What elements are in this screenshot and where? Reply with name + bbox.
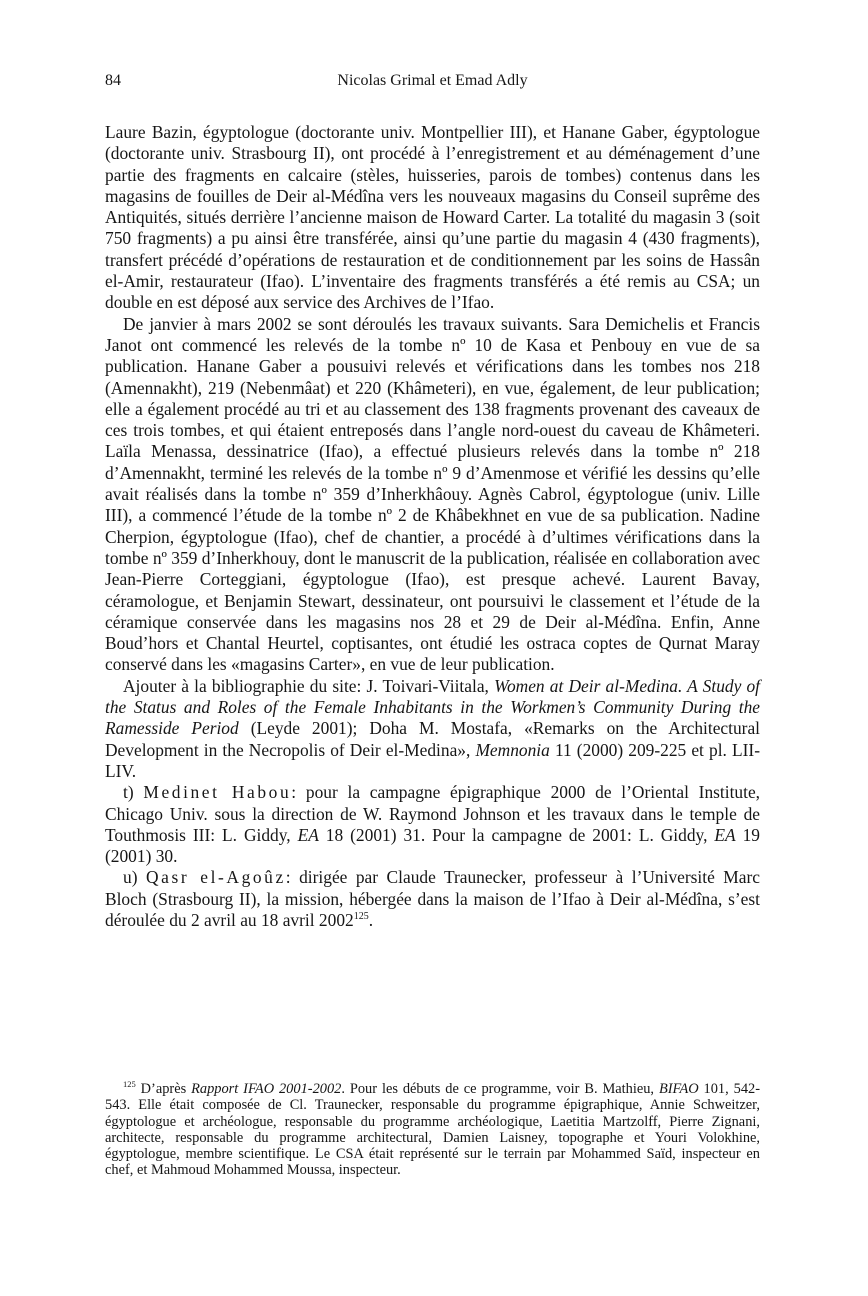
- footnote-125: [105, 1081, 760, 1179]
- section-letter-u: u): [123, 867, 146, 888]
- paragraph-5-text: : dirigée par Claude Traunecker, professeur à l’Université Marc Bloch (Strasbourg II), la mission, hébergée dans la maison de l’Ifao à Deir al-Médîna, s’est déroulée du 2 avril au 18 avril 2002: [105, 867, 760, 930]
- paragraph-4-text-2: 18 (2001) 31. Pour la campagne de 2001: L. Giddy,: [318, 824, 715, 845]
- page-header: [105, 72, 760, 94]
- paragraph-3: [105, 676, 760, 782]
- site-name-medinet-habou: Medinet Habou: [143, 782, 292, 803]
- bibliography-middle: (Leyde 2001); Doha M. Mostafa, «Remarks on the Architectural Development in the Necropolis of Deir el-Medina»,: [105, 718, 760, 760]
- running-title: Nicolas Grimal et Emad Adly: [337, 72, 528, 89]
- footnote-reference: 125: [353, 910, 369, 922]
- footnotes: [105, 1081, 760, 1179]
- paragraph-4: [105, 782, 760, 867]
- bibliography-intro: Ajouter à la bibliographie du site: J. Toivari-Viitala,: [123, 675, 495, 696]
- paragraph-2: De janvier à mars 2002 se sont déroulés les travaux suivants. Sara Demichelis et Francis Janot ont commencé les relevés de la tombe nº 10 de Kasa et Penbouy en vue de sa publication. Hanane Gaber a pousuivi relevés et vérifications dans les tombes nos 218 (Amennakht), 219 (Nebenmâat) et 220 (Khâmeteri), en vue, également, de leur publication; elle a également procédé au tri et au classement des 138 fragments provenant des caveaux de ces trois tombes, et qui étaient entreposés dans l’angle nord-ouest du caveau de Khâmeteri. Laïla Menassa, dessinatrice (Ifao), a effectué plusieurs relevés dans la tombe nº 218 d’Amennakht, terminé les relevés de la tombe nº 9 d’Amenmose et vérifié les dessins qu’elle avait réalisés dans la tombe nº 359 d’Inherkhâouy. Agnès Cabrol, égyptologue (univ. Lille III), a commencé l’étude de la tombe nº 2 de Khâbekhnet en vue de sa publication. Nadine Cherpion, égyptologue (Ifao), chef de chantier, a procédé à d’ultimes vérifications dans la tombe nº 359 d’Inherkhouy, dont le manuscrit de la publication, réalisée en collaboration avec Jean-Pierre Corteggiani, égyptologue (Ifao), est presque achevé. Laurent Bavay, céramologue, et Benjamin Stewart, dessinateur, ont poursuivi le classement et l’étude de la céramique conservée dans les magasins nos 28 et 29 de Deir al-Médîna. Enfin, Anne Boud’hors et Chantal Heurtel, coptisantes, ont étudié les ostraca coptes de Qurnat Maray conservé dans les «magasins Carter», en vue de leur publication.: [105, 313, 760, 675]
- bibliography-end: 11 (2000) 209-225 et pl. LII-LIV.: [105, 739, 760, 781]
- footnote-report-title: Rapport IFAO 2001-2002: [191, 1081, 342, 1097]
- footnote-journal: BIFAO: [658, 1081, 699, 1097]
- footnote-number: 125: [123, 1079, 136, 1089]
- journal-title: Memnonia: [475, 739, 550, 760]
- journal-abbrev-1: EA: [297, 824, 319, 845]
- paragraph-4-text-3: 19 (2001) 30.: [105, 824, 760, 867]
- footnote-text-3: 101, 542-543. Elle était composée de Cl. Traunecker, responsable du programme épigraphique, Annie Schweitzer, égyptologue et archéologue, responsable du programme archéologique, Laetitia Martzolff, Pierre Zignani, architecte, responsable du programme architectural, Damien Laisney, topographe et Youri Volokhine, égyptologue, membre scientifique. Le CSA était représenté sur le terrain par Mohammed Saïd, inspecteur en chef, et Mahmoud Mohammed Moussa, inspecteur.: [105, 1081, 761, 1179]
- footnote-text-2: . Pour les débuts de ce programme, voir B. Mathieu,: [341, 1081, 659, 1097]
- paragraph-5: [105, 867, 760, 931]
- paragraph-4-text-1: : pour la campagne épigraphique 2000 de l’Oriental Institute, Chicago Univ. sous la direction de W. Raymond Johnson et les travaux dans le temple de Touthmosis III: L. Giddy,: [105, 782, 761, 845]
- body-text: [105, 122, 760, 931]
- paragraph-5-end: .: [368, 909, 374, 930]
- book-title: Women at Deir al-Medina. A Study of the Status and Roles of the Female Inhabitants in the Workmen’s Community During the Ramesside Period: [105, 675, 760, 739]
- site-name-qasr-el-agouz: Qasr el-Agoûz: [145, 867, 286, 888]
- page-number: 84: [105, 72, 121, 89]
- footnote-text-1: D’après: [135, 1081, 192, 1097]
- paragraph-1: Laure Bazin, égyptologue (doctorante univ. Montpellier III), et Hanane Gaber, égyptologue (doctorante univ. Strasbourg II), ont procédé à l’enregistrement et au déménagement d’une partie des fragments en calcaire (stèles, huisseries, parois de tombes) contenus dans les magasins de fouilles de Deir al-Médîna vers les nouveaux magasins du Conseil suprême des Antiquités, situés derrière l’ancienne maison de Howard Carter. La totalité du magasin 3 (soit 750 fragments) a pu ainsi être transférée, ainsi qu’une partie du magasin 4 (430 fragments), transfert précédé d’opérations de restauration et de conditionnement par les soins de Hassân el-Amir, restaurateur (Ifao). L’inventaire des fragments transférés a été remis au CSA; un double en est déposé aux service des Archives de l’Ifao.: [105, 122, 760, 313]
- journal-abbrev-2: EA: [714, 824, 736, 845]
- section-letter-t: t): [123, 782, 144, 803]
